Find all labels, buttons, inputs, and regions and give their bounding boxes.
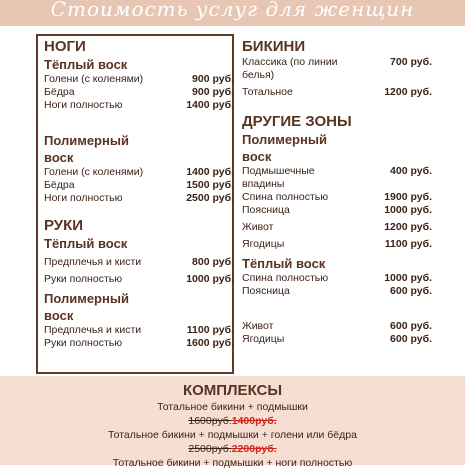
price-row	[242, 86, 432, 99]
service-price: 1100 руб.	[384, 238, 432, 250]
arms-heading: РУКИ	[44, 217, 84, 234]
left-column	[44, 38, 234, 350]
price-row	[44, 337, 234, 350]
service-name: Голени (с коленями)	[44, 73, 144, 85]
arms-polymer-wax-title-2: воск	[44, 308, 74, 323]
service-price: 1200 руб.	[384, 221, 432, 233]
service-price: 600 руб.	[390, 285, 432, 297]
price-row	[242, 320, 432, 333]
complex-prices	[0, 442, 465, 456]
right-column	[242, 38, 432, 346]
service-name: Ягодицы	[242, 333, 285, 345]
service-name: Голени (с коленями)	[44, 166, 144, 178]
price-row	[44, 99, 234, 112]
service-price: 400 руб.	[390, 165, 432, 177]
bikini-heading: БИКИНИ	[242, 38, 306, 55]
service-name: Поясница	[242, 285, 290, 297]
service-name: Тотальное	[242, 86, 293, 98]
service-name: Подмышечные впадины	[242, 165, 315, 190]
complex-description: Тотальное бикини + подмышки + голени или бёдра	[108, 429, 357, 441]
service-name: Бёдра	[44, 86, 75, 98]
service-name: Спина полностью	[242, 272, 329, 284]
complexes-section	[0, 376, 465, 469]
price-row	[242, 333, 432, 346]
service-price: 1600 руб.	[186, 337, 234, 349]
legs-heading: НОГИ	[44, 38, 86, 55]
price-row	[44, 179, 234, 192]
price-row	[44, 166, 234, 179]
service-name: Классика (по линии белья)	[242, 56, 338, 81]
service-price: 1000 руб.	[384, 272, 432, 284]
price-row	[44, 256, 234, 269]
price-row	[242, 191, 432, 204]
price-row	[242, 221, 432, 234]
service-price: 900 руб.	[192, 86, 234, 98]
service-name: Ноги полностью	[44, 99, 123, 111]
service-name: Бёдра	[44, 179, 75, 191]
service-name: Предплечья и кисти	[44, 324, 142, 336]
service-price: 1400 руб.	[186, 166, 234, 178]
service-price: 1500 руб.	[186, 179, 234, 191]
complex-description: Тотальное бикини + подмышки	[157, 401, 308, 413]
old-price: 1600руб.	[188, 415, 232, 427]
price-row	[44, 273, 234, 286]
service-name: Ягодицы	[242, 238, 285, 250]
service-price: 1100 руб.	[186, 324, 234, 336]
top-banner	[0, 0, 465, 26]
price-row	[242, 285, 432, 298]
other-polymer-wax-title-1: Полимерный	[242, 132, 327, 147]
legs-polymer-wax-title-2: воск	[44, 150, 74, 165]
service-name: Руки полностью	[44, 337, 123, 349]
arms-polymer-wax-title-1: Полимерный	[44, 291, 129, 306]
service-price: 1900 руб.	[384, 191, 432, 203]
other-warm-wax-title: Тёплый воск	[242, 256, 326, 271]
legs-warm-wax-title: Тёплый воск	[44, 57, 128, 72]
other-zones-heading: ДРУГИЕ ЗОНЫ	[242, 113, 352, 130]
price-row	[44, 86, 234, 99]
service-price: 800 руб.	[192, 256, 234, 268]
price-row	[242, 165, 432, 191]
complexes-heading: КОМПЛЕКСЫ	[182, 382, 283, 399]
price-row	[242, 204, 432, 217]
service-name: Предплечья и кисти	[44, 256, 142, 268]
banner-title: Стоимость услуг для женщин	[50, 0, 415, 21]
complex-description: Тотальное бикини + подмышки + ноги полностью	[112, 457, 353, 469]
price-row	[242, 56, 432, 82]
service-name: Спина полностью	[242, 191, 329, 203]
old-price: 2500руб.	[188, 443, 232, 455]
price-row	[242, 238, 432, 251]
service-price: 1000 руб.	[186, 273, 234, 285]
service-price: 2500 руб.	[186, 192, 234, 204]
service-name: Руки полностью	[44, 273, 123, 285]
price-row	[44, 324, 234, 337]
service-price: 700 руб.	[390, 56, 432, 68]
price-row	[44, 73, 234, 86]
arms-warm-wax-title: Тёплый воск	[44, 236, 128, 251]
complex-prices	[0, 414, 465, 428]
price-row	[242, 272, 432, 285]
service-name: Поясница	[242, 204, 290, 216]
service-price: 600 руб.	[390, 333, 432, 345]
service-name: Ноги полностью	[44, 192, 123, 204]
price-row	[44, 192, 234, 205]
service-name: Живот	[242, 221, 274, 233]
new-price: 1400руб.	[231, 415, 277, 427]
service-name: Живот	[242, 320, 274, 332]
service-price: 600 руб.	[390, 320, 432, 332]
legs-polymer-wax-title-1: Полимерный	[44, 133, 129, 148]
new-price: 2200руб.	[231, 443, 277, 455]
service-price: 1000 руб.	[384, 204, 432, 216]
service-price: 900 руб.	[192, 73, 234, 85]
service-price: 1400 руб.	[186, 99, 234, 111]
other-polymer-wax-title-2: воск	[242, 149, 272, 164]
service-price: 1200 руб.	[384, 86, 432, 98]
